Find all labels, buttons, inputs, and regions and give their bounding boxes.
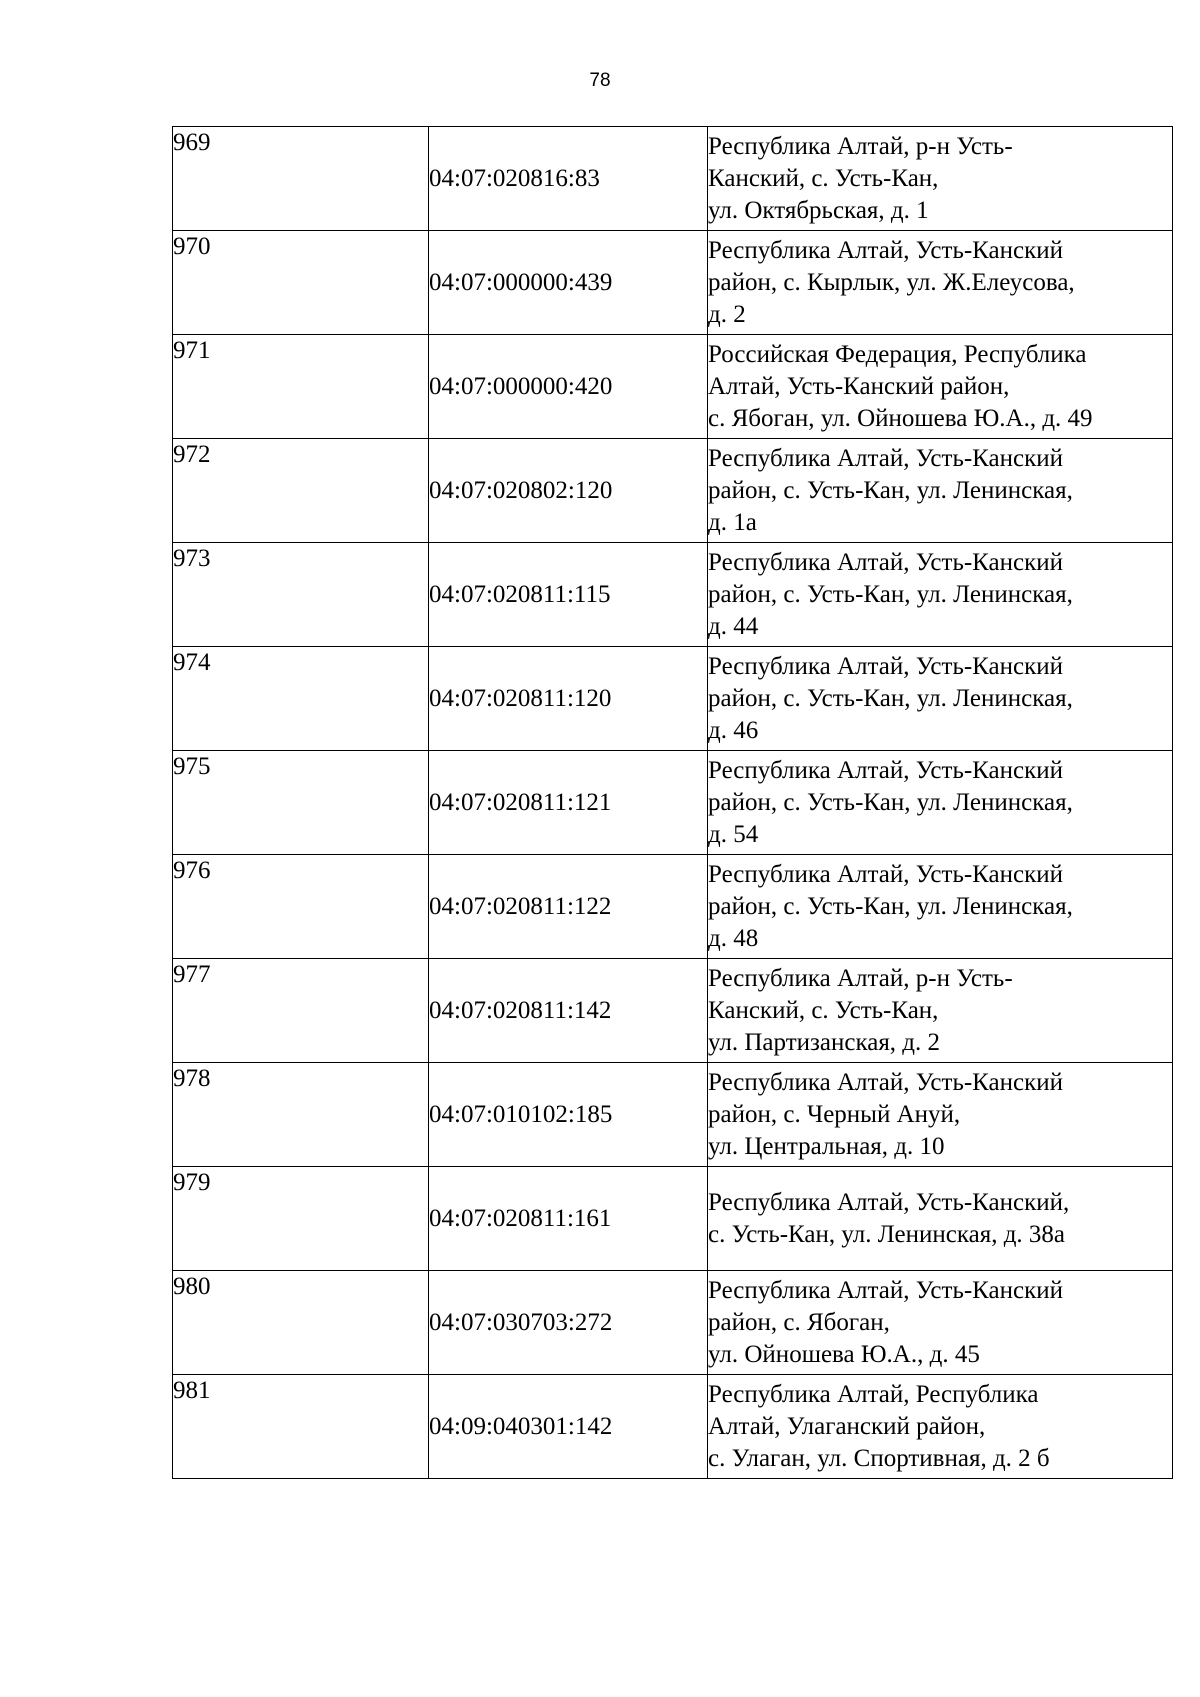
address-cell <box>708 231 1173 335</box>
row-number-cell: 969 <box>173 127 429 231</box>
address-line: Республика Алтай, Усть-Канский <box>708 652 1064 680</box>
row-number-cell: 975 <box>173 751 429 855</box>
address-line: д. 2 <box>708 300 746 328</box>
row-number-cell: 976 <box>173 855 429 959</box>
address-line: ул. Партизанская, д. 2 <box>708 1028 941 1056</box>
cadastral-number-cell: 04:07:010102:185 <box>429 1063 708 1167</box>
address-cell <box>708 855 1173 959</box>
address-line: с. Ябоган, ул. Ойношева Ю.А., д. 49 <box>708 404 1093 432</box>
address-line: район, с. Кырлык, ул. Ж.Елеусова, <box>708 268 1075 296</box>
address-cell <box>708 127 1173 231</box>
address-cell <box>708 1167 1173 1271</box>
address-line: д. 54 <box>708 820 759 848</box>
registry-table-body <box>173 127 1173 1479</box>
table-row <box>173 127 1173 231</box>
cadastral-number-cell: 04:07:020811:121 <box>429 751 708 855</box>
table-row <box>173 855 1173 959</box>
address-line: Республика Алтай, Усть-Канский <box>708 236 1064 264</box>
cadastral-number-cell: 04:07:020816:83 <box>429 127 708 231</box>
table-row <box>173 751 1173 855</box>
address-line: Республика Алтай, Усть-Канский <box>708 756 1064 784</box>
address-cell <box>708 647 1173 751</box>
row-number-cell: 977 <box>173 959 429 1063</box>
address-line: Республика Алтай, Усть-Канский <box>708 860 1064 888</box>
address-line: Республика Алтай, Усть-Канский <box>708 1068 1064 1096</box>
address-line: район, с. Ябоган, <box>708 1308 890 1336</box>
address-line: район, с. Усть-Кан, ул. Ленинская, <box>708 684 1073 712</box>
address-line: ул. Ойношева Ю.А., д. 45 <box>708 1340 980 1368</box>
cadastral-number-cell: 04:07:020802:120 <box>429 439 708 543</box>
address-cell <box>708 1375 1173 1479</box>
table-row <box>173 335 1173 439</box>
address-line: Канский, с. Усть-Кан, <box>708 164 939 192</box>
property-registry-table <box>172 126 1173 1479</box>
address-line: Канский, с. Усть-Кан, <box>708 996 939 1024</box>
address-line: ул. Октябрьская, д. 1 <box>708 196 929 224</box>
address-line: Республика Алтай, Усть-Канский <box>708 1276 1064 1304</box>
row-number-cell: 981 <box>173 1375 429 1479</box>
cadastral-number-cell: 04:09:040301:142 <box>429 1375 708 1479</box>
address-line: с. Улаган, ул. Спортивная, д. 2 б <box>708 1444 1050 1472</box>
table-row <box>173 647 1173 751</box>
address-line: район, с. Усть-Кан, ул. Ленинская, <box>708 788 1073 816</box>
row-number-cell: 979 <box>173 1167 429 1271</box>
cadastral-number-cell: 04:07:000000:439 <box>429 231 708 335</box>
row-number-cell: 980 <box>173 1271 429 1375</box>
table-row <box>173 439 1173 543</box>
table-row <box>173 543 1173 647</box>
table-row <box>173 1271 1173 1375</box>
table-row <box>173 1375 1173 1479</box>
address-line: Республика Алтай, Усть-Канский <box>708 548 1064 576</box>
address-cell <box>708 751 1173 855</box>
row-number-cell: 978 <box>173 1063 429 1167</box>
address-line: Республика Алтай, р-н Усть- <box>708 964 1013 992</box>
address-cell <box>708 543 1173 647</box>
cadastral-number-cell: 04:07:020811:120 <box>429 647 708 751</box>
address-line: ул. Центральная, д. 10 <box>708 1132 945 1160</box>
row-number-cell: 973 <box>173 543 429 647</box>
address-cell <box>708 1271 1173 1375</box>
address-cell <box>708 335 1173 439</box>
cadastral-number-cell: 04:07:000000:420 <box>429 335 708 439</box>
address-cell <box>708 439 1173 543</box>
address-line: район, с. Черный Ануй, <box>708 1100 961 1128</box>
cadastral-number-cell: 04:07:020811:142 <box>429 959 708 1063</box>
address-line: д. 48 <box>708 924 759 952</box>
address-line: Российская Федерация, Республика <box>708 340 1087 368</box>
address-line: с. Усть-Кан, ул. Ленинская, д. 38а <box>708 1220 1066 1248</box>
page-number: 78 <box>589 70 611 91</box>
cadastral-number-cell: 04:07:020811:122 <box>429 855 708 959</box>
address-line: Республика Алтай, Усть-Канский <box>708 444 1064 472</box>
row-number-cell: 972 <box>173 439 429 543</box>
address-cell <box>708 1063 1173 1167</box>
address-cell <box>708 959 1173 1063</box>
address-line: Алтай, Усть-Канский район, <box>708 372 1010 400</box>
cadastral-number-cell: 04:07:030703:272 <box>429 1271 708 1375</box>
address-line: Республика Алтай, Усть-Канский, <box>708 1188 1070 1216</box>
address-line: д. 1а <box>708 508 757 536</box>
address-line: Республика Алтай, Республика <box>708 1380 1039 1408</box>
address-line: д. 46 <box>708 716 759 744</box>
table-row <box>173 1167 1173 1271</box>
address-line: Алтай, Улаганский район, <box>708 1412 986 1440</box>
row-number-cell: 970 <box>173 231 429 335</box>
table-row <box>173 959 1173 1063</box>
address-line: район, с. Усть-Кан, ул. Ленинская, <box>708 892 1073 920</box>
address-line: Республика Алтай, р-н Усть- <box>708 132 1013 160</box>
address-line: д. 44 <box>708 612 759 640</box>
cadastral-number-cell: 04:07:020811:161 <box>429 1167 708 1271</box>
row-number-cell: 971 <box>173 335 429 439</box>
address-line: район, с. Усть-Кан, ул. Ленинская, <box>708 476 1073 504</box>
table-row <box>173 231 1173 335</box>
cadastral-number-cell: 04:07:020811:115 <box>429 543 708 647</box>
table-row <box>173 1063 1173 1167</box>
address-line: район, с. Усть-Кан, ул. Ленинская, <box>708 580 1073 608</box>
row-number-cell: 974 <box>173 647 429 751</box>
